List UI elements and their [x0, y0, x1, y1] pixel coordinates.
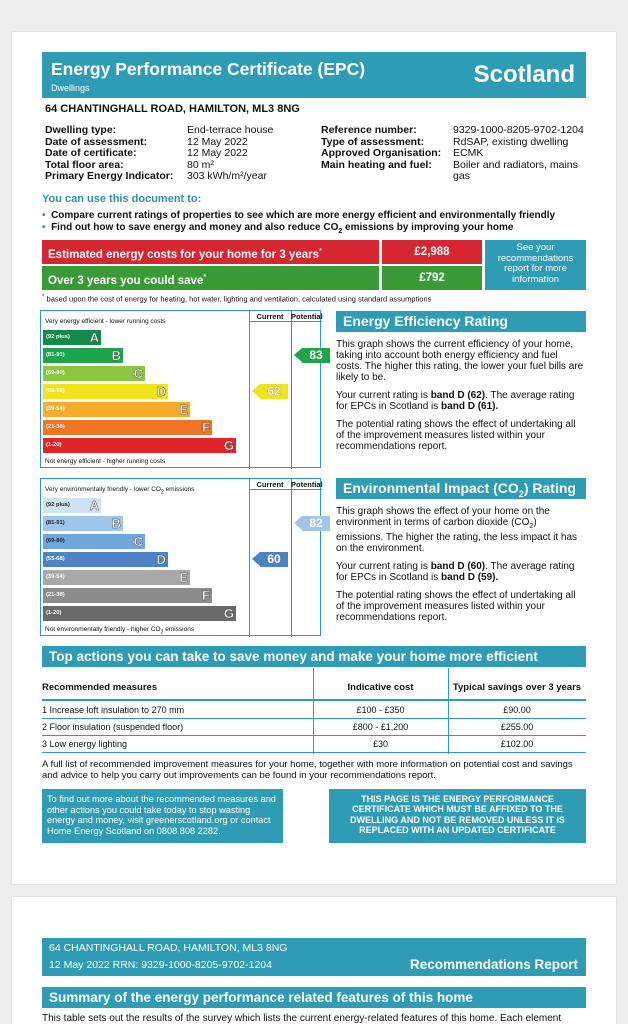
heading-text: ) Rating [523, 480, 576, 496]
band-range: (92 plus) [46, 334, 70, 340]
band-range: (1-20) [46, 442, 62, 448]
table-row-saving: £102.00 [500, 739, 534, 749]
band-range: (81-91) [46, 352, 65, 358]
bullet-text: Find out how to save energy and money and also reduce CO [51, 222, 339, 233]
band-range: (21-38) [46, 424, 65, 430]
rating-band-f [43, 420, 212, 435]
current-rating-arrow: 60 [260, 552, 288, 567]
chart-divider [249, 489, 322, 490]
text-span: Your current rating is [336, 561, 431, 572]
band-letter: B [111, 516, 121, 531]
detail-row [45, 171, 305, 183]
detail-value: 12 May 2022 [187, 135, 248, 148]
costs-label-text: Estimated energy costs for your home for 3 years [48, 248, 319, 261]
band-letter: E [179, 570, 188, 585]
recommendations-paragraph: A full list of recommended improvement measures for your home, together with more information on potential cost and savings and advice to help you carry out improvements can be found in your recommendations report. [42, 759, 573, 781]
chart-divider [291, 311, 292, 469]
chart-divider [249, 479, 250, 637]
rating-band-c [43, 366, 145, 381]
detail-value: ECMK [453, 147, 484, 159]
bullet-dot: • [42, 222, 46, 233]
band-letter: B [111, 348, 121, 363]
current-rating-arrow: 62 [260, 384, 288, 399]
rating-band-g [43, 438, 236, 453]
estimated-costs-value: £2,988 [382, 240, 482, 264]
detail-label: Date of assessment: [45, 135, 148, 148]
epc-page [12, 32, 616, 884]
use-bullet-2 [42, 222, 602, 235]
property-address: 64 CHANTINGHALL ROAD, HAMILTON, ML3 8NG [45, 103, 300, 115]
band-range: (39-54) [46, 574, 65, 580]
col-header-cost: Indicative cost [347, 682, 414, 693]
rating-band-d [43, 552, 168, 567]
details-right [321, 125, 591, 183]
text-span: band D (62) [430, 390, 486, 401]
text-span: ) emissions. The higher the rating, the less impact it has on the environment. [336, 517, 578, 554]
chart-divider [291, 479, 292, 637]
bullet-dot: • [42, 210, 46, 221]
detail-label: Total floor area: [45, 158, 124, 171]
report-title: Recommendations Report [409, 957, 578, 972]
detail-label: Date of certificate: [45, 147, 137, 159]
environmental-impact-text [336, 506, 586, 623]
savings-value: £792 [382, 266, 482, 290]
asterisk: * [318, 248, 322, 255]
estimated-costs-label [42, 240, 379, 264]
potential-rating-arrow: 83 [302, 348, 330, 363]
table-row-cost: £30 [372, 739, 389, 749]
band-letter: E [179, 402, 188, 417]
recommendations-page [12, 897, 616, 1024]
band-letter: C [133, 534, 143, 549]
paragraph: The potential rating shows the effect of undertaking all of the improvement measures listed within your recommendations report. [336, 590, 576, 623]
environmental-impact-chart [40, 478, 321, 636]
band-letter: F [202, 588, 210, 603]
use-document-heading: You can use this document to: [42, 193, 202, 205]
certificate-title: Energy Performance Certificate (EPC) [51, 59, 366, 79]
text-span: Your current rating is [336, 390, 431, 401]
chart-divider [249, 311, 250, 469]
detail-value: 12 May 2022 [187, 147, 248, 159]
chart-divider [249, 321, 322, 322]
paragraph [336, 390, 586, 412]
rating-band-d [43, 384, 168, 399]
rating-band-b [43, 348, 123, 363]
band-range: (55-68) [46, 388, 65, 394]
actions-table [42, 668, 586, 754]
asterisk: * [203, 274, 207, 281]
summary-heading: Summary of the energy performance related features of this home [42, 987, 586, 1008]
band-letter: D [156, 552, 166, 567]
detail-label: Type of assessment: [321, 135, 425, 148]
chart-bottom-label: Not environmentally friendly - higher $CO_2$ emissions [45, 626, 195, 636]
report-date-rrn: 12 May 2022 RRN: 9329-1000-8205-9702-1204 [49, 959, 272, 971]
notice-box: THIS PAGE IS THE ENERGY PERFORMANCE CERTIFICATE WHICH MUST BE AFFIXED TO THE DWELLING AND NOT BE REMOVED UNLESS IT IS REPLACED WITH AN UPDATED CERTIFICATE [329, 789, 586, 843]
paragraph [336, 506, 586, 554]
table-row-saving: £255.00 [500, 722, 534, 732]
band-range: (69-80) [46, 538, 65, 544]
table-row-measure: 3 Low energy lighting [42, 739, 128, 749]
text-span: band D (60) [430, 561, 486, 572]
text-span: . The average rating for EPCs in Scotland is [336, 390, 575, 412]
chart-bottom-label: Not energy efficient - higher running costs [45, 458, 166, 465]
chart-top-label: Very environmentally friendly - lower $CO_2$ emissions [45, 486, 195, 496]
potential-rating-arrow: 82 [302, 516, 330, 531]
energy-efficiency-heading: Energy Efficiency Rating [336, 311, 586, 332]
energy-efficiency-text [336, 339, 586, 452]
rating-band-a [43, 498, 101, 513]
col-header-potential: Potential [291, 312, 323, 321]
rating-band-e [43, 402, 190, 417]
paragraph: This graph shows the current efficiency of your home, taking into account both energy efficiency and fuel costs. The higher this rating, the lower your fuel bills are likely to be. [336, 339, 584, 383]
col-header-measures: Recommended measures [42, 682, 158, 693]
rating-band-f [43, 588, 212, 603]
epc-header [42, 52, 586, 98]
detail-label: Reference number: [321, 124, 417, 136]
paragraph [336, 561, 586, 583]
chart-top-label: Very energy efficient - lower running costs [45, 318, 166, 325]
band-letter: A [89, 498, 99, 513]
col-header-current: Current [256, 480, 284, 489]
band-letter: D [156, 384, 166, 399]
text-span: . The average rating for EPCs in Scotland is [336, 561, 575, 583]
rating-band-c [43, 534, 145, 549]
band-letter: G [223, 606, 234, 621]
costs-footnote [42, 293, 602, 304]
band-letter: C [133, 366, 143, 381]
band-range: (55-68) [46, 556, 65, 562]
band-range: (39-54) [46, 406, 65, 412]
band-letter: A [89, 330, 99, 345]
subscript: 2 [518, 488, 524, 499]
summary-text: This table sets out the results of the survey which lists the current energy-related features of this home. Each element [42, 1013, 562, 1024]
band-range: (1-20) [46, 610, 62, 616]
bullet-text: emissions by improving your home [342, 222, 514, 233]
use-bullet-1 [42, 210, 602, 221]
band-range: (69-80) [46, 370, 65, 376]
savings-label [42, 266, 379, 290]
detail-value: 80 m² [187, 158, 214, 171]
col-header-savings: Typical savings over 3 years [452, 682, 582, 693]
table-row-cost: £100 - £350 [356, 705, 405, 715]
savings-label-text: Over 3 years you could save [48, 274, 204, 287]
detail-label: Dwelling type: [45, 124, 117, 136]
details-left [45, 125, 305, 183]
certificate-subtitle: Dwellings [51, 83, 90, 93]
region-label: Scotland [473, 61, 575, 88]
rating-band-e [43, 570, 190, 585]
table-row-measure: 1 Increase loft insulation to 270 mm [42, 705, 185, 715]
rating-band-a [43, 330, 101, 345]
text-span: band D (61). [441, 401, 499, 412]
footnote-text: based upon the cost of energy for heating, hot water, lighting and ventilation, calculated using standard assumptions [46, 294, 432, 304]
table-row-saving: £90.00 [503, 705, 531, 715]
table-row-measure: 2 Floor insulation (suspended floor) [42, 722, 184, 732]
col-header-current: Current [256, 312, 284, 321]
detail-value: Boiler and radiators, mains gas [453, 158, 578, 182]
band-range: (81-91) [46, 520, 65, 526]
info-box: To find out more about the recommended measures and other actions you could take today to stop wasting energy and money, visit greenerscotland.org or contact Home Energy Scotland on 0808 808 2282. [42, 789, 283, 843]
rating-band-b [43, 516, 123, 531]
detail-label: Primary Energy Indicator: [45, 170, 174, 182]
text-span: This graph shows the effect of your home on the environment in terms of carbon dioxide (CO [336, 506, 550, 528]
recommendations-side-note: See your recommendations report for more information [485, 240, 586, 290]
heading-text: Environmental Impact (CO [343, 480, 519, 496]
detail-label: Main heating and fuel: [321, 158, 432, 171]
band-range: (92 plus) [46, 502, 70, 508]
detail-row [321, 160, 591, 183]
bullet-text: Compare current ratings of properties to see which are more energy efficient and environmentally friendly [51, 210, 556, 221]
top-actions-heading: Top actions you can take to save money and make your home more efficient [42, 646, 586, 667]
environmental-impact-heading [336, 478, 586, 499]
detail-value: RdSAP, existing dwelling [453, 135, 569, 148]
col-header-potential: Potential [291, 480, 323, 489]
text-span: band D (59). [441, 572, 499, 583]
table-row-cost: £800 - £1,200 [352, 722, 409, 732]
band-range: (21-38) [46, 592, 65, 598]
detail-label: Approved Organisation: [321, 147, 442, 159]
detail-value: 9329-1000-8205-9702-1204 [453, 124, 584, 136]
rating-band-g [43, 606, 236, 621]
report-address: 64 CHANTINGHALL ROAD, HAMILTON, ML3 8NG [49, 942, 288, 954]
detail-value: End-terrace house [187, 124, 274, 136]
asterisk: * [42, 293, 45, 300]
report-header [42, 938, 586, 976]
detail-value: 303 kWh/m²/year [187, 170, 267, 182]
energy-efficiency-chart [40, 310, 321, 468]
subscript: 2 [529, 523, 534, 530]
band-letter: G [223, 438, 234, 453]
subscript: 2 [338, 228, 343, 235]
band-letter: F [202, 420, 210, 435]
paragraph: The potential rating shows the effect of undertaking all of the improvement measures listed within your recommendations report. [336, 419, 576, 452]
